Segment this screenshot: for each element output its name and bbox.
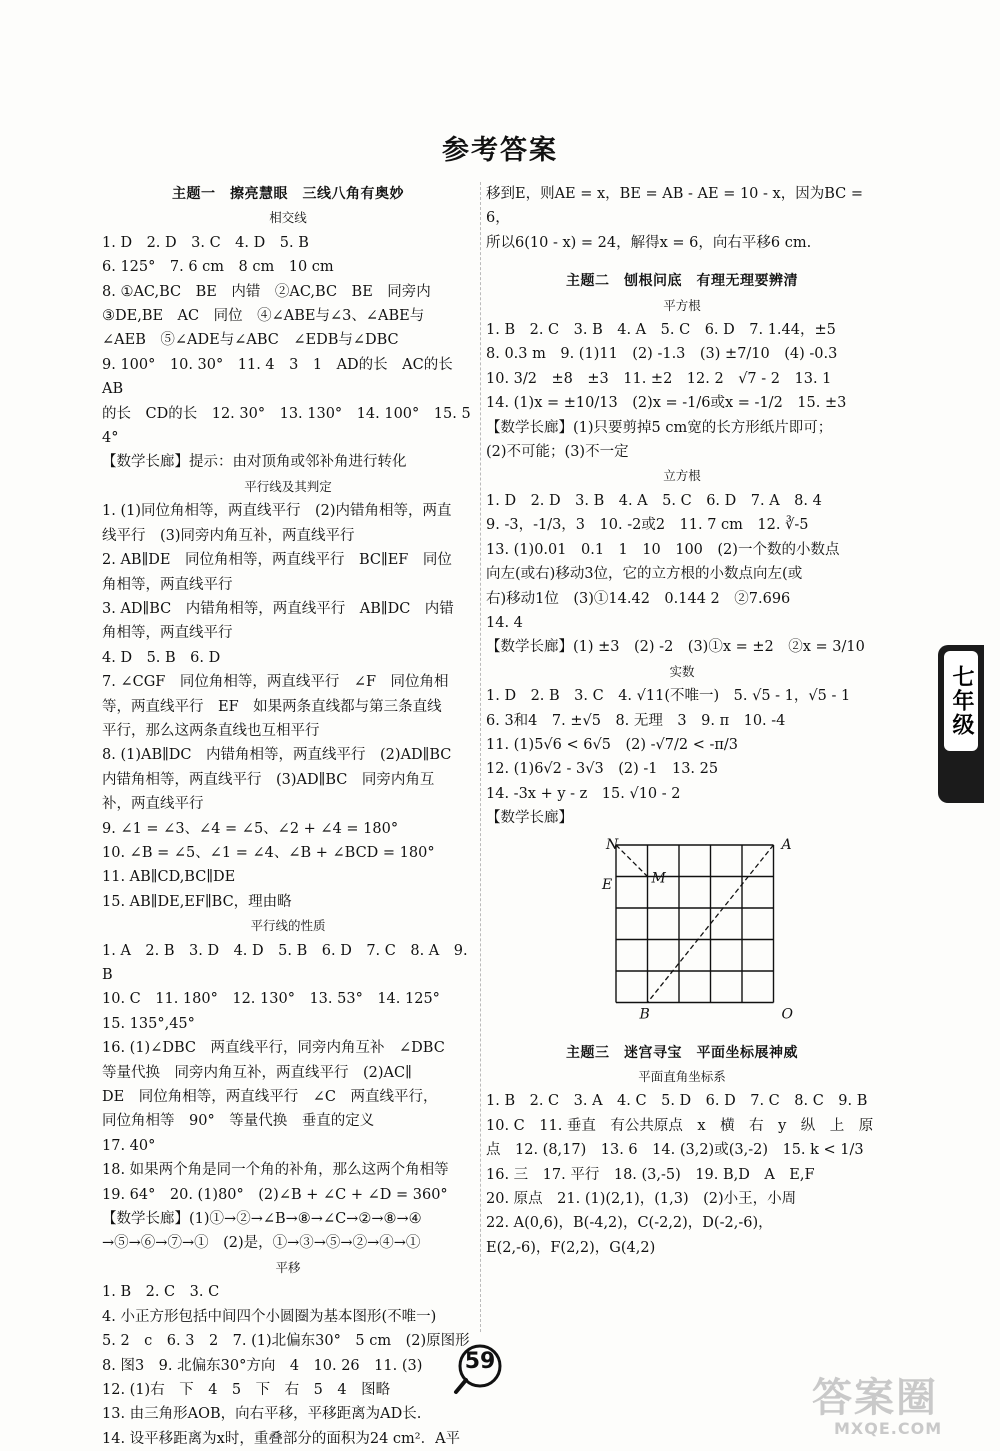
answer-line: 2. AB∥DE 同位角相等，两直线平行 BC∥EF 同位 [102, 552, 452, 569]
figure-label-e: E [602, 876, 613, 893]
answer-line: 右)移动1位 (3)①14.42 0.144 2 ②7.696 [486, 590, 791, 607]
subsection-heading: 平行线及其判定 [244, 478, 332, 494]
answer-line: 1. B 2. C 3. B 4. A 5. C 6. D 7. 1.44，±5 [486, 322, 836, 339]
answer-line: 17. 40° [102, 1137, 156, 1154]
answer-line: 8. 0.3 m 9. (1)11 (2) -1.3 (3) ±7/10 (4) -0.3 [486, 346, 838, 363]
answer-line: 5. 2 c 6. 3 2 7. (1)北偏东30° 5 cm (2)原图形 [102, 1333, 470, 1350]
figure-label-b: B [639, 1006, 650, 1023]
figure-label-o: O [781, 1006, 793, 1023]
answer-line: E(2,-6)，F(2,2)，G(4,2) [486, 1239, 656, 1256]
answer-line: 1. A 2. B 3. D 4. D 5. B 6. D 7. C 8. A 9. B [102, 942, 473, 983]
answer-line: 角相等，两直线平行 [102, 625, 233, 642]
figure-label-n: N [606, 836, 619, 853]
answer-line: 6. 3和4 7. ±√5 8. 无理 3 9. π 10. -4 [486, 712, 786, 729]
watermark [812, 1376, 992, 1440]
grid-figure [486, 835, 793, 1033]
answer-line: 【数学长廊】(1)只要剪掉5 cm宽的长方形纸片即可； [486, 419, 833, 436]
answer-line: 3. AD∥BC 内错角相等，两直线平行 AB∥DC 内错 [102, 600, 454, 617]
answer-line: →⑤→⑥→⑦→① (2)是，①→③→⑤→②→④→① [102, 1235, 421, 1252]
answer-line: DE 同位角相等，两直线平行 ∠C 两直线平行， [102, 1089, 438, 1106]
left-column [102, 182, 474, 1451]
watermark-logo-text: 答案圈 [812, 1375, 938, 1421]
answer-line: 6. 125° 7. 6 cm 8 cm 10 cm [102, 259, 334, 276]
grade-tab-label: 七年级 [944, 651, 978, 751]
answer-line: 10. ∠B = ∠5、∠1 = ∠4、∠B + ∠BCD = 180° [102, 844, 435, 861]
answer-line: 的长 CD的长 12. 30° 13. 130° 14. 100° 15. 54° [102, 405, 471, 447]
answer-line: 内错角相等，两直线平行 (3)AD∥BC 同旁内角互 [102, 771, 435, 788]
answer-line: 所以6(10 - x) = 24，解得x = 6，向右平移6 cm. [486, 234, 812, 251]
answer-line: 4. 小正方形包括中间四个小圆圈为基本图形(不唯一) [102, 1308, 437, 1325]
figure-label-m: M [651, 870, 666, 887]
answer-line: 向左(或右)移动3位，它的立方根的小数点向左(或 [486, 566, 803, 583]
section-heading: 主题二 刨根问底 有理无理要辨清 [566, 273, 798, 290]
answer-line: 15. AB∥DE,EF∥BC，理由略 [102, 893, 292, 910]
dashed-line-nm [616, 845, 648, 877]
section-heading: 主题三 迷宫寻宝 平面坐标展神威 [566, 1044, 798, 1061]
answer-line: 14. 设平移距离为x时，重叠部分的面积为24 cm²．A平 [102, 1430, 461, 1447]
answer-line: 14. -3x + y - z 15. √10 - 2 [486, 785, 681, 802]
answer-line: 等，两直线平行 EF 如果两条直线都与第三条直线 [102, 698, 442, 715]
answer-line: 9. -3，-1/3，3 10. -2或2 11. 7 cm 12. ∛-5 [486, 517, 809, 534]
answer-line: 等量代换 同旁内角互补，两直线平行 (2)AC∥ [102, 1064, 412, 1081]
answer-line: 20. 原点 21. (1)(2,1)，(1,3) (2)小王，小周 [486, 1191, 797, 1207]
column-divider [480, 182, 482, 1332]
answer-line: 9. ∠1 = ∠3、∠4 = ∠5、∠2 + ∠4 = 180° [102, 820, 399, 837]
answer-line: 1. D 2. B 3. C 4. √11(不唯一) 5. √5 - 1，√5 - 1 [486, 688, 851, 705]
spacer [486, 255, 878, 269]
answer-line: 【数学长廊】(1) ±3 (2) -2 (3)①x = ±2 ②x = 3/10 [486, 639, 865, 656]
answer-line: 8. 图3 9. 北偏东30°方向 4 10. 26 11. (3) [102, 1357, 423, 1374]
watermark-url: MXQE.COM [834, 1419, 943, 1438]
answer-line: 补，两直线平行 [102, 796, 204, 813]
answer-line: 1. (1)同位角相等，两直线平行 (2)内错角相等，两直 [102, 503, 452, 520]
answer-line: 16. (1)∠DBC 两直线平行，同旁内角互补 ∠DBC [102, 1040, 445, 1057]
answer-line: 11. (1)5√6 < 6√5 (2) -√7/2 < -π/3 [486, 736, 738, 753]
answer-line: (2)不可能；(3)不一定 [486, 444, 629, 461]
answer-line: 12. (1)右 下 4 5 下 右 5 4 图略 [102, 1381, 391, 1398]
answer-line: 19. 64° 20. (1)80° (2)∠B + ∠C + ∠D = 360° [102, 1186, 448, 1203]
answer-line: 16. 三 17. 平行 18. (3,-5) 19. B,D A E,F [486, 1166, 815, 1183]
answer-line: 7. ∠CGF 同位角相等，两直线平行 ∠F 同位角相 [102, 674, 449, 691]
answer-line: 【数学长廊】提示：由对顶角或邻补角进行转化 [102, 454, 407, 471]
subsection-heading: 实数 [669, 663, 695, 679]
subsection-heading: 相交线 [269, 210, 307, 226]
subsection-heading: 平面直角坐标系 [638, 1068, 726, 1084]
answer-line: 1. D 2. D 3. C 4. D 5. B [102, 234, 309, 251]
answer-line: 同位角相等 90° 等量代换 垂直的定义 [102, 1113, 375, 1130]
answer-line: 11. AB∥CD,BC∥DE [102, 869, 236, 886]
answer-line: 8. (1)AB∥DC 内错角相等，两直线平行 (2)AD∥BC [102, 747, 452, 764]
answer-line: ③DE,BE AC 同位 ④∠ABE与∠3、∠ABE与 [102, 308, 425, 325]
answer-line: 角相等，两直线平行 [102, 576, 233, 593]
subsection-heading: 平方根 [663, 297, 701, 313]
answer-line: 8. ①AC,BC BE 内错 ②AC,BC BE 同旁内 [102, 283, 431, 300]
answer-line: 10. 3/2 ±8 ±3 11. ±2 12. 2 √7 - 2 13. 1 [486, 370, 832, 387]
answer-line: 14. 4 [486, 614, 523, 631]
subsection-heading: 平行线的性质 [250, 918, 326, 934]
page-number: 59 [464, 1349, 496, 1374]
figure-label-a: A [781, 836, 792, 853]
answer-line: 移到E，则AE = x，BE = AB - AE = 10 - x，因为BC = 6， [486, 186, 868, 227]
answer-line: 【数学长廊】 [486, 810, 573, 827]
grade-tab [938, 645, 984, 803]
answer-line: 14. (1)x = ±10/13 (2)x = -1/6或x = -1/2 15. ±3 [486, 395, 847, 412]
answer-line: 【数学长廊】(1)①→②→∠B→⑧→∠C→②→⑧→④ [102, 1211, 422, 1228]
answer-line: 9. 100° 10. 30° 11. 4 3 1 AD的长 AC的长 AB [102, 356, 468, 398]
answer-line: 15. 135°,45° [102, 1015, 195, 1032]
page-title: 参考答案 [442, 135, 558, 166]
answer-line: 10. C 11. 180° 12. 130° 13. 53° 14. 125° [102, 991, 440, 1008]
answer-line: 线平行 (3)同旁内角互补，两直线平行 [102, 527, 355, 544]
answer-line: ∠AEB ⑤∠ADE与∠ABC ∠EDB与∠DBC [102, 332, 399, 349]
answer-line: 12. (1)6√2 - 3√3 (2) -1 13. 25 [486, 761, 719, 778]
right-column [486, 182, 878, 1260]
subsection-heading: 立方根 [663, 468, 701, 484]
answer-line: 18. 如果两个角是同一个角的补角，那么这两个角相等 [102, 1162, 449, 1179]
answer-line: 13. 由三角形AOB，向右平移，平移距离为AD长. [102, 1406, 422, 1423]
answer-line: 22. A(0,6)，B(-4,2)，C(-2,2)，D(-2,-6)， [486, 1215, 773, 1232]
answer-line: 1. D 2. D 3. B 4. A 5. C 6. D 7. A 8. 4 [486, 492, 822, 509]
subsection-heading: 平移 [275, 1259, 301, 1275]
answer-line: 点 12. (8,17) 13. 6 14. (3,2)或(3,-2) 15. k < 1/3 [486, 1142, 864, 1159]
answer-line: 1. B 2. C 3. A 4. C 5. D 6. D 7. C 8. C 9. B [486, 1093, 868, 1110]
answer-line: 1. B 2. C 3. C [102, 1284, 220, 1301]
answer-line: 平行，那么这两条直线也互相平行 [102, 722, 320, 739]
answer-line: 13. (1)0.01 0.1 1 10 100 (2)一个数的小数点 [486, 541, 840, 558]
answer-line: 10. C 11. 垂直 有公共原点 x 横 右 y 纵 上 原 [486, 1117, 874, 1134]
answer-line: 4. D 5. B 6. D [102, 649, 221, 666]
section-heading: 主题一 擦亮慧眼 三线八角有奥妙 [172, 186, 404, 202]
